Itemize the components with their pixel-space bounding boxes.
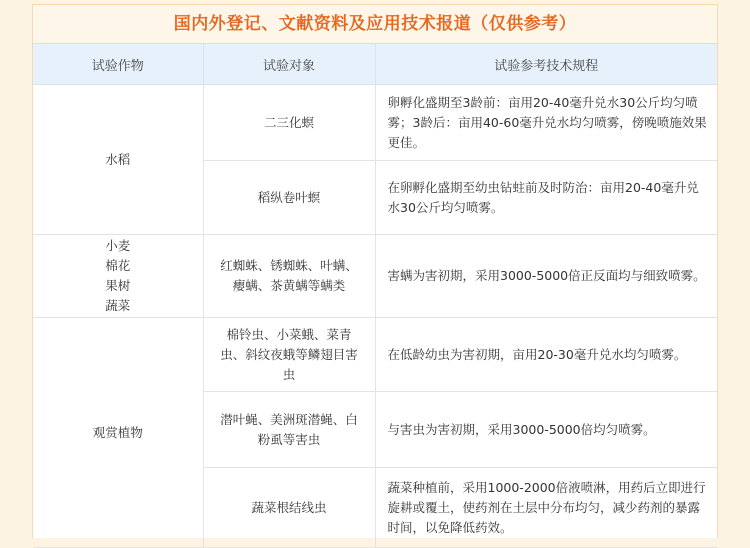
page-title: 国内外登记、文献资料及应用技术报道（仅供参考） <box>33 5 717 44</box>
target-cell: 蔬菜根结线虫 <box>203 468 375 548</box>
crop-name: 果树 <box>105 278 131 293</box>
header-crop: 试验作物 <box>33 44 203 85</box>
spec-cell: 卵孵化盛期至3龄前：亩用20-40毫升兑水30公斤均匀喷雾；3龄后：亩用40-60毫升兑水均匀喷雾，傍晚喷施效果更佳。 <box>375 85 717 161</box>
table-row <box>33 85 717 161</box>
table-row <box>33 318 717 392</box>
product-info-panel <box>32 4 718 538</box>
spec-cell: 在卵孵化盛期至幼虫钻蛀前及时防治：亩用20-40毫升兑水30公斤均匀喷雾。 <box>375 161 717 235</box>
target-cell: 棉铃虫、小菜蛾、菜青虫、斜纹夜蛾等鳞翅目害虫 <box>203 318 375 392</box>
spec-cell: 蔬菜种植前，采用1000-2000倍液喷淋，用药后立即进行旋耕或覆土，使药剂在土层中分布均匀，减少药剂的暴露时间，以免降低药效。 <box>375 468 717 548</box>
crop-cell <box>33 318 203 548</box>
target-cell: 稻纵卷叶螟 <box>203 161 375 235</box>
spec-cell: 在低龄幼虫为害初期，亩用20-30毫升兑水均匀喷雾。 <box>375 318 717 392</box>
header-target: 试验对象 <box>203 44 375 85</box>
crop-cell <box>33 85 203 235</box>
table-row <box>33 235 717 318</box>
target-cell: 潜叶蝇、美洲斑潜蝇、白粉虱等害虫 <box>203 392 375 468</box>
crop-name: 水稻 <box>105 151 131 167</box>
crop-name: 观赏植物 <box>92 424 143 440</box>
crop-name: 小麦 <box>105 238 131 253</box>
spec-cell: 害螨为害初期，采用3000-5000倍正反面均与细致喷雾。 <box>375 235 717 318</box>
header-spec: 试验参考技术规程 <box>375 44 717 85</box>
target-cell: 二三化螟 <box>203 85 375 161</box>
target-cell: 红蜘蛛、锈蜘蛛、叶螨、瘿螨、茶黄螨等螨类 <box>203 235 375 318</box>
usage-table <box>33 44 717 548</box>
spec-cell: 与害虫为害初期，采用3000-5000倍均匀喷雾。 <box>375 392 717 468</box>
crop-cell <box>33 235 203 318</box>
crop-name: 棉花 <box>105 258 131 273</box>
crop-name: 蔬菜 <box>105 298 131 313</box>
table-header-row <box>33 44 717 85</box>
